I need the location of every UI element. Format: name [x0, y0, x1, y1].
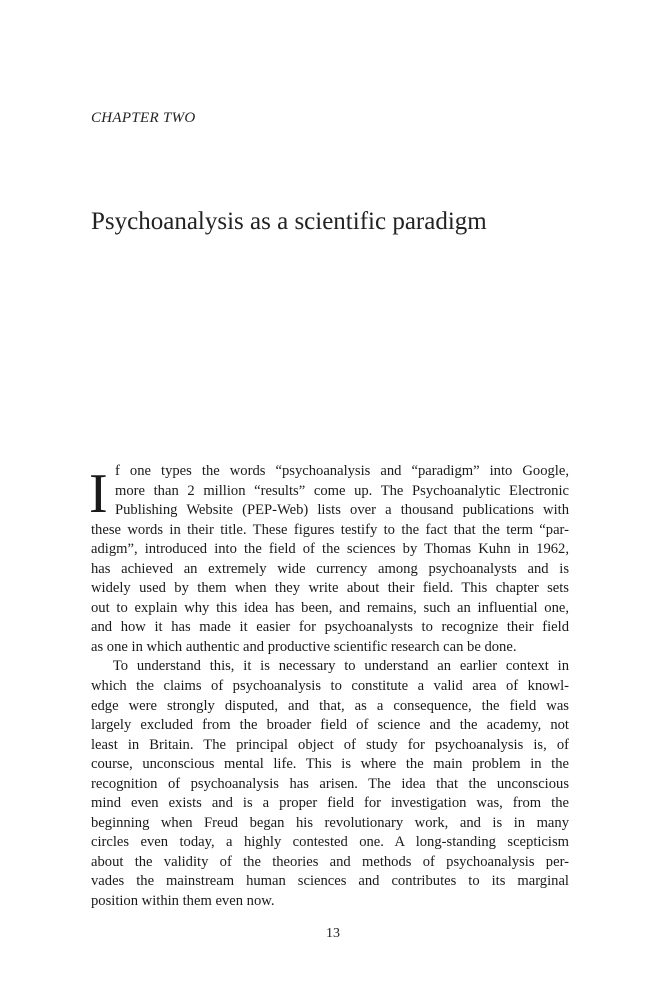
paragraph-line: course, unconscious mental life. This is where the main problem in the	[91, 756, 569, 773]
paragraph-line: position within them even now.	[91, 893, 275, 910]
paragraph-line: recognition of psychoanalysis has arisen. The idea that the unconscious	[91, 775, 569, 792]
paragraph-line: largely excluded from the broader field of science and the academy, not	[91, 717, 569, 734]
page-number: 13	[326, 926, 340, 941]
paragraph-line: has achieved an extremely wide currency among psychoanalysts and is	[91, 560, 569, 577]
paragraph-line: which the claims of psychoanalysis to constitute a valid area of knowl-	[91, 678, 569, 695]
paragraph-line: and how it has made it easier for psychoanalysts to recognize their field	[91, 619, 569, 636]
paragraph-line: least in Britain. The principal object of study for psychoanalysis is, of	[91, 736, 569, 753]
paragraph-line: out to explain why this idea has been, and remains, such an influential one,	[91, 599, 569, 616]
chapter-title: Psychoanalysis as a scientific paradigm	[91, 208, 487, 235]
paragraph-line: adigm”, introduced into the field of the sciences by Thomas Kuhn in 1962,	[91, 541, 569, 558]
drop-cap: I	[89, 463, 108, 525]
paragraph-line: circles even today, a highly contested one. A long-standing scepticism	[91, 834, 569, 851]
paragraph-line: beginning when Freud began his revolutionary work, and is in many	[91, 814, 569, 831]
paragraph-line: Publishing Website (PEP-Web) lists over a thousand publications with	[115, 502, 569, 519]
paragraph-line: as one in which authentic and productive scientific research can be done.	[91, 638, 517, 655]
paragraph-line: edge were strongly disputed, and that, as a consequence, the field was	[91, 697, 569, 714]
body-text	[91, 462, 569, 912]
paragraph-line: more than 2 million “results” come up. The Psychoanalytic Electronic	[115, 482, 569, 499]
paragraph-line: To understand this, it is necessary to understand an earlier context in	[112, 658, 569, 675]
paragraph-line: mind even exists and is a proper field for investigation was, from the	[91, 795, 569, 812]
chapter-label: CHAPTER TWO	[91, 110, 196, 126]
paragraph-line: f one types the words “psychoanalysis and “paradigm” into Google,	[115, 463, 569, 479]
paragraph-1	[91, 462, 569, 657]
paragraph-line: these words in their title. These figures testify to the fact that the term “par-	[91, 521, 569, 538]
paragraph-line: widely used by them when they write about their field. This chapter sets	[91, 580, 569, 597]
paragraph-line: vades the mainstream human sciences and contributes to its marginal	[91, 873, 569, 890]
paragraph-2	[91, 657, 569, 911]
paragraph-line: about the validity of the theories and methods of psychoanalysis per-	[91, 853, 569, 870]
